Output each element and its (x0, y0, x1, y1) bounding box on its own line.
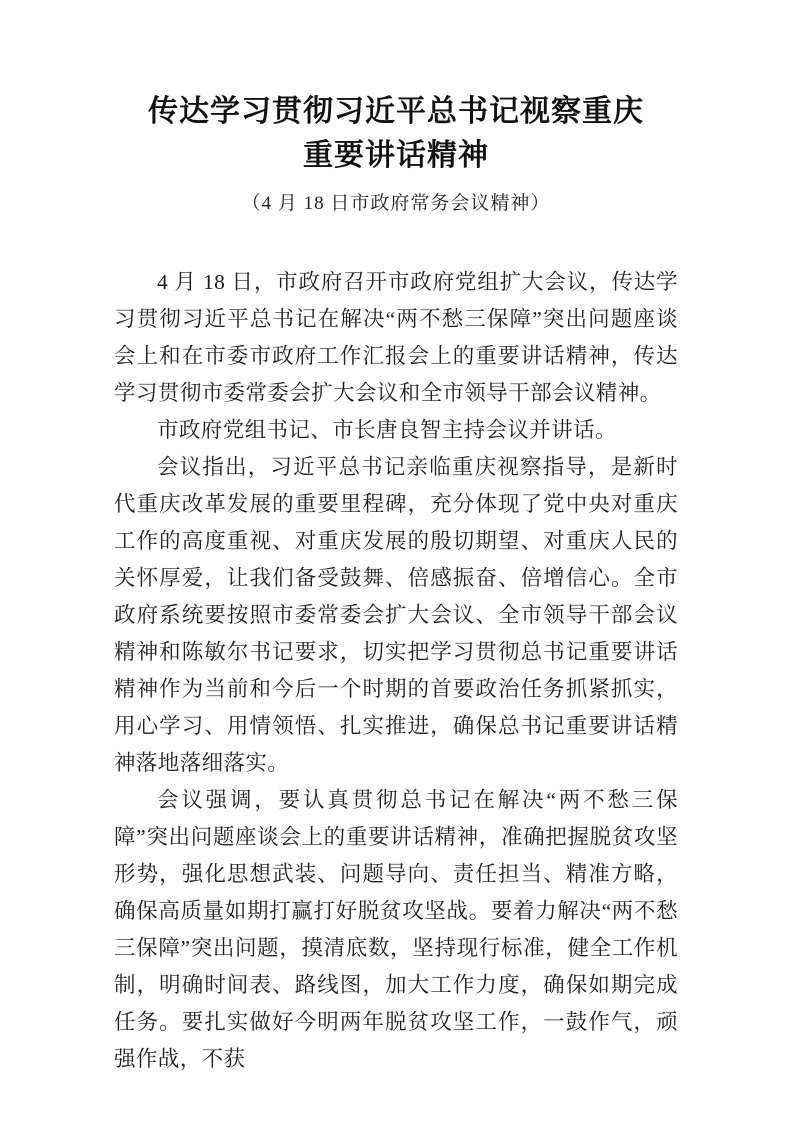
paragraph-2: 市政府党组书记、市长唐良智主持会议并讲话。 (157, 418, 617, 442)
paragraph-1: 4 月 18 日，市政府召开市政府党组扩大会议，传达学习贯彻习近平总书记在解决“两不愁三保障”突出问题座谈会上和在市委市政府工作汇报会上的重要讲话精神，传达学习贯彻市委常委会扩大会议和全市领导干部会议精神。 (114, 270, 678, 405)
document-subtitle: （4 月 18 日市政府常务会议精神） (241, 193, 551, 214)
document-title-line-2: 重要讲话精神 (303, 139, 489, 172)
document-title (114, 90, 678, 178)
paragraph-3: 会议指出，习近平总书记亲临重庆视察指导，是新时代重庆改革发展的重要里程碑，充分体现了党中央对重庆工作的高度重视、对重庆发展的殷切期望、对重庆人民的关怀厚爱，让我们备受鼓舞、倍感振奋、倍增信心。全市政府系统要按照市委常委会扩大会议、全市领导干部会议精神和陈敏尔书记要求，切实把学习贯彻总书记重要讲话精神作为当前和今后一个时期的首要政治任务抓紧抓实，用心学习、用情领悟、扎实推进，确保总书记重要讲话精神落地落细落实。 (114, 455, 678, 775)
paragraph-4: 会议强调，要认真贯彻总书记在解决“两不愁三保障”突出问题座谈会上的重要讲话精神，准确把握脱贫攻坚形势，强化思想武装、问题导向、责任担当、精准方略，确保高质量如期打赢打好脱贫攻坚战。要着力解决“两不愁三保障”突出问题，摸清底数，坚持现行标准，健全工作机制，明确时间表、路线图，加大工作力度，确保如期完成任务。要扎实做好今明两年脱贫攻坚工作，一鼓作气，顽强作战，不获 (114, 788, 678, 1071)
document-body (114, 264, 678, 1078)
document-title-line-1: 传达学习贯彻习近平总书记视察重庆 (148, 95, 644, 128)
